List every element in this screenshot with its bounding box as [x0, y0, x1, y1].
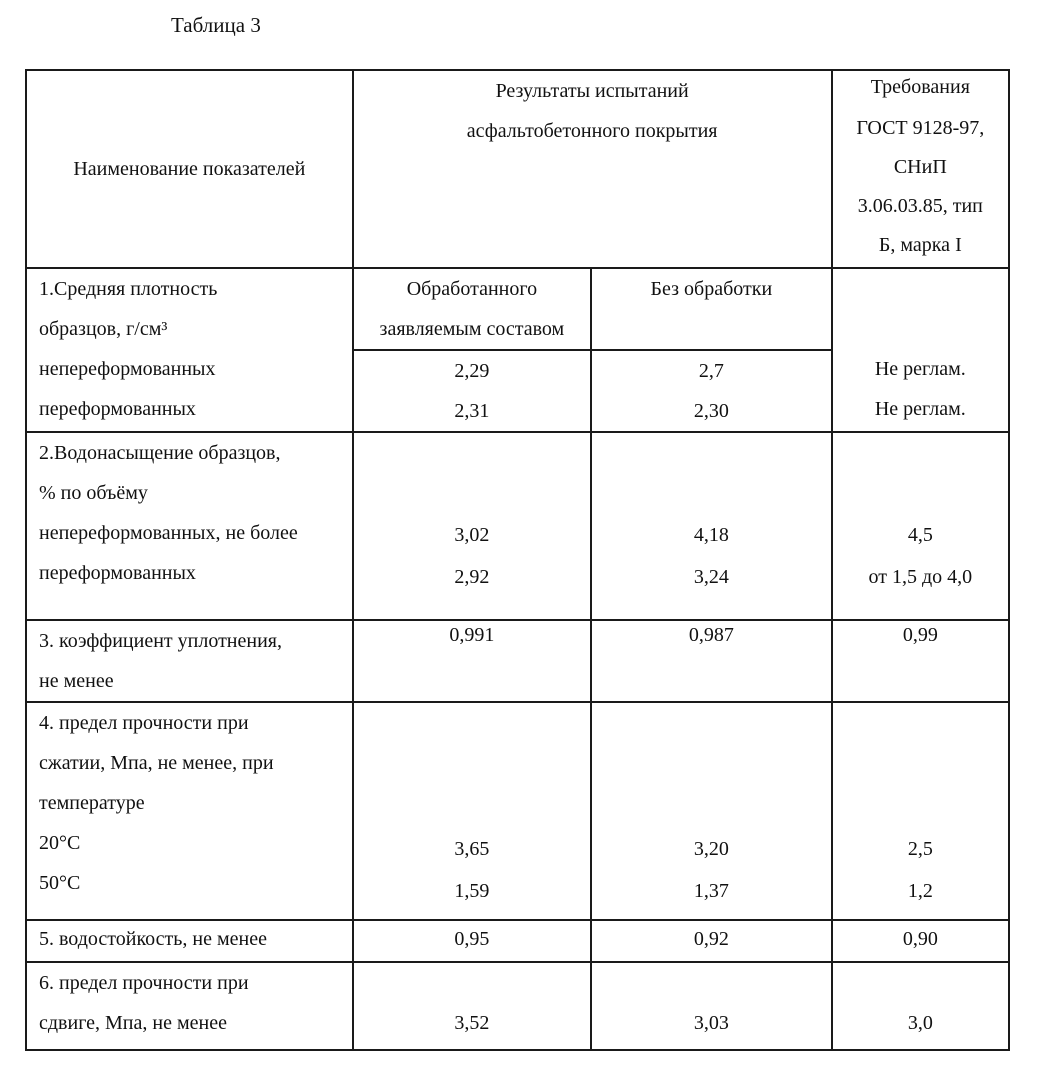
- row4-name-cell: [26, 702, 353, 920]
- header-req-line: ГОСТ 9128-97,: [856, 117, 985, 139]
- row4-req-value: 1,2: [907, 880, 933, 902]
- table-row: [26, 920, 1009, 962]
- subheader-untreated-cell: [591, 268, 832, 350]
- header-results-cell: [353, 70, 832, 268]
- row4-name-line: 50°C: [39, 872, 81, 894]
- row5-req-value: 0,90: [902, 928, 938, 950]
- header-req-line: Требования: [870, 76, 970, 98]
- row6-untreated-value: 3,03: [693, 1012, 729, 1034]
- row3-untreated-cell: [591, 620, 832, 702]
- row3-name-line: 3. коэффициент уплотнения,: [39, 630, 282, 652]
- table-caption: Таблица 3: [171, 13, 261, 37]
- row2-treated-value: 3,02: [454, 524, 490, 546]
- row1-req-value: Не реглам.: [874, 398, 966, 420]
- row4-untreated-value: 1,37: [693, 880, 729, 902]
- row4-name-line: сжатии, Мпа, не менее, при: [39, 752, 274, 774]
- header-results-line1: Результаты испытаний: [495, 80, 689, 102]
- row5-treated-cell: [353, 920, 591, 962]
- row6-treated-cell: [353, 962, 591, 1050]
- subheader-untreated: Без обработки: [650, 278, 773, 300]
- row4-name-line: температуре: [39, 792, 145, 814]
- row3-treated-value: 0,991: [449, 624, 495, 646]
- row2-treated-cell: [353, 432, 591, 620]
- row4-treated-value: 1,59: [454, 880, 490, 902]
- row1-untreated-cell: [591, 350, 832, 432]
- row3-untreated-value: 0,987: [688, 624, 734, 646]
- row5-req-cell: [832, 920, 1009, 962]
- header-results-line2: асфальтобетонного покрытия: [466, 120, 718, 142]
- row1-treated-value: 2,31: [454, 400, 490, 422]
- table-row: [26, 962, 1009, 1050]
- row2-name-line: 2.Водонасыщение образцов,: [39, 442, 281, 464]
- header-name: Наименование показателей: [73, 158, 306, 180]
- table-row: [26, 268, 1009, 350]
- row2-untreated-cell: [591, 432, 832, 620]
- row1-name-line: 1.Средняя плотность: [39, 278, 218, 300]
- row5-treated-value: 0,95: [454, 928, 490, 950]
- row4-treated-value: 3,65: [454, 838, 490, 860]
- row3-req-cell: [832, 620, 1009, 702]
- row4-treated-cell: [353, 702, 591, 920]
- row1-subname: непереформованных: [39, 358, 216, 380]
- row4-req-value: 2,5: [907, 838, 933, 860]
- row1-req-value: Не реглам.: [874, 358, 966, 380]
- header-req-line: 3.06.03.85, тип: [857, 195, 983, 217]
- row6-name-line: сдвиге, Мпа, не менее: [39, 1012, 227, 1034]
- row3-treated-cell: [353, 620, 591, 702]
- row6-req-cell: [832, 962, 1009, 1050]
- subheader-treated-line: Обработанного: [406, 278, 538, 300]
- row1-name-cell: [26, 268, 353, 432]
- row1-untreated-value: 2,7: [698, 360, 724, 382]
- row4-name-line: 20°C: [39, 832, 81, 854]
- subheader-treated-cell: [353, 268, 591, 350]
- row3-req-value: 0,99: [902, 624, 938, 646]
- row1-untreated-value: 2,30: [693, 400, 729, 422]
- row2-name-cell: [26, 432, 353, 620]
- row5-untreated-cell: [591, 920, 832, 962]
- row2-name-line: непереформованных, не более: [39, 522, 298, 544]
- row1-name-line: образцов, г/см³: [39, 318, 168, 340]
- header-row: [26, 70, 1009, 268]
- row1-treated-value: 2,29: [454, 360, 490, 382]
- header-req-line: СНиП: [893, 156, 947, 178]
- row1-req-cell: [832, 268, 1009, 432]
- table-row: [26, 432, 1009, 620]
- row6-treated-value: 3,52: [454, 1012, 490, 1034]
- results-table: [25, 69, 1010, 1051]
- row2-treated-value: 2,92: [454, 566, 490, 588]
- header-name-cell: [26, 70, 353, 268]
- row3-name-line: не менее: [39, 670, 114, 692]
- row2-untreated-value: 4,18: [693, 524, 729, 546]
- row6-req-value: 3,0: [907, 1012, 933, 1034]
- row6-name-line: 6. предел прочности при: [39, 972, 249, 994]
- row2-req-cell: [832, 432, 1009, 620]
- header-req-line: Б, марка I: [878, 234, 962, 256]
- subheader-treated-line: заявляемым составом: [379, 318, 565, 340]
- table-row: [26, 620, 1009, 702]
- row3-name-cell: [26, 620, 353, 702]
- row2-req-value: от 1,5 до 4,0: [868, 566, 973, 588]
- row4-untreated-cell: [591, 702, 832, 920]
- row4-untreated-value: 3,20: [693, 838, 729, 860]
- row4-name-line: 4. предел прочности при: [39, 712, 249, 734]
- row4-req-cell: [832, 702, 1009, 920]
- row2-req-value: 4,5: [907, 524, 933, 546]
- row2-name-line: переформованных: [39, 562, 196, 584]
- row5-untreated-value: 0,92: [693, 928, 729, 950]
- header-requirements-cell: [832, 70, 1009, 268]
- row5-name-cell: [26, 920, 353, 962]
- row5-name: 5. водостойкость, не менее: [39, 928, 267, 950]
- row6-untreated-cell: [591, 962, 832, 1050]
- row2-untreated-value: 3,24: [693, 566, 729, 588]
- table-row: [26, 702, 1009, 920]
- row1-treated-cell: [353, 350, 591, 432]
- row6-name-cell: [26, 962, 353, 1050]
- row2-name-line: % по объёму: [39, 482, 148, 504]
- row1-subname: переформованных: [39, 398, 196, 420]
